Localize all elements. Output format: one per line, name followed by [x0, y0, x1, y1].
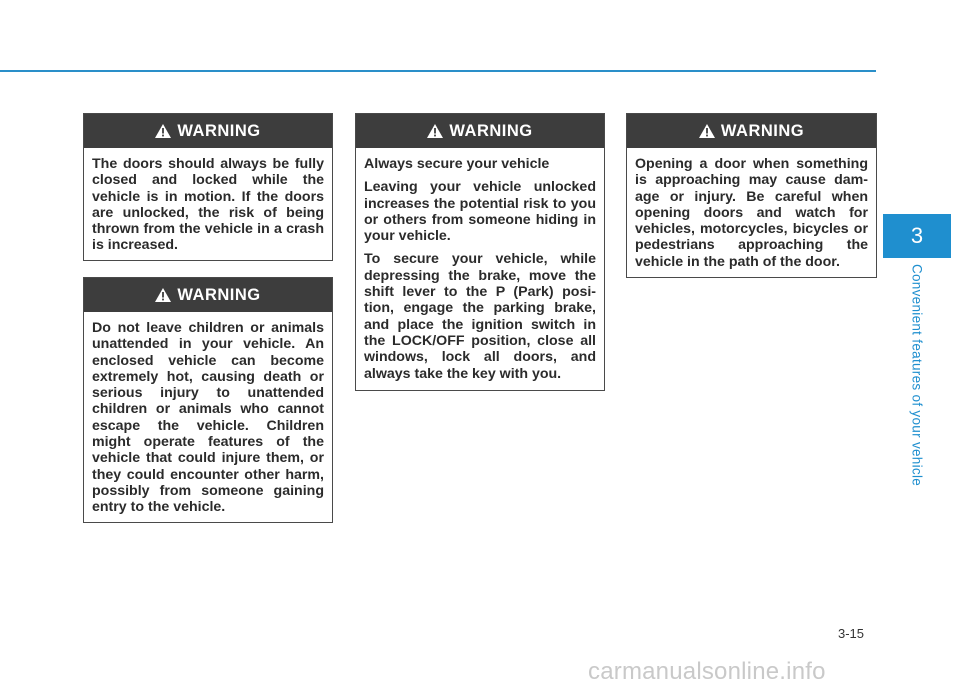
- warning-header: [84, 114, 332, 148]
- warning-title: WARNING: [449, 121, 533, 140]
- warning-title: WARNING: [177, 121, 261, 140]
- warning-text: Do not leave children or animals unattended in your vehicle. An enclosed vehicle can become extremely hot, causing death or serious injury to unattended children or animals who cannot escape the vehicle. Children might operate features of the vehicle that could injure them, or they could encounter other harm, possibly from someone gaining entry to the vehicle.: [92, 320, 324, 516]
- warning-body: [84, 312, 332, 526]
- warning-body: [84, 148, 332, 264]
- warning-triangle-icon: [699, 124, 715, 138]
- warning-text: To secure your vehicle, while depressing the brake, move the shift lever to the P (Park) posi-tion, engage the parking brake, and place the ignition switch in the LOCK/OFF position, close all windows, lock all doors, and always take the key with you.: [364, 251, 596, 382]
- warning-title: WARNING: [177, 285, 261, 304]
- warning-title: WARNING: [720, 121, 805, 140]
- header-rule: [0, 70, 876, 72]
- watermark: carmanualsonline.info: [588, 658, 826, 685]
- warning-subheading: Always secure your vehicle: [364, 156, 550, 172]
- warning-text: Opening a door when something is approaching may cause dam-age or injury. Be careful when opening doors and watch for vehicles, motorcycles, bicycles or pedestrians approaching the vehicle in the path of the door.: [635, 156, 868, 270]
- warning-text: Leaving your vehicle unlocked increases the potential risk to you or others from someone hiding in your vehicle.: [364, 179, 596, 245]
- warning-box-secure-vehicle: [355, 113, 605, 391]
- chapter-number-tab[interactable]: 3: [883, 214, 951, 258]
- warning-header: [627, 114, 876, 148]
- page-number: 3-15: [838, 626, 865, 641]
- warning-box-doors-locked: [83, 113, 333, 261]
- warning-box-children-animals: [83, 277, 333, 523]
- warning-triangle-icon: [427, 124, 443, 138]
- warning-body: [356, 148, 604, 392]
- warning-body: [627, 148, 876, 280]
- warning-text: The doors should always be fully closed and locked while the vehicle is in motion. If the doors are unlocked, the risk of being thrown from the vehicle in a crash is increased.: [92, 156, 324, 254]
- warning-header: [84, 278, 332, 312]
- warning-header: [356, 114, 604, 148]
- warning-triangle-icon: [155, 288, 171, 302]
- warning-triangle-icon: [155, 124, 171, 138]
- warning-box-opening-door: [626, 113, 877, 278]
- chapter-title: Convenient features of your vehicle: [909, 263, 925, 487]
